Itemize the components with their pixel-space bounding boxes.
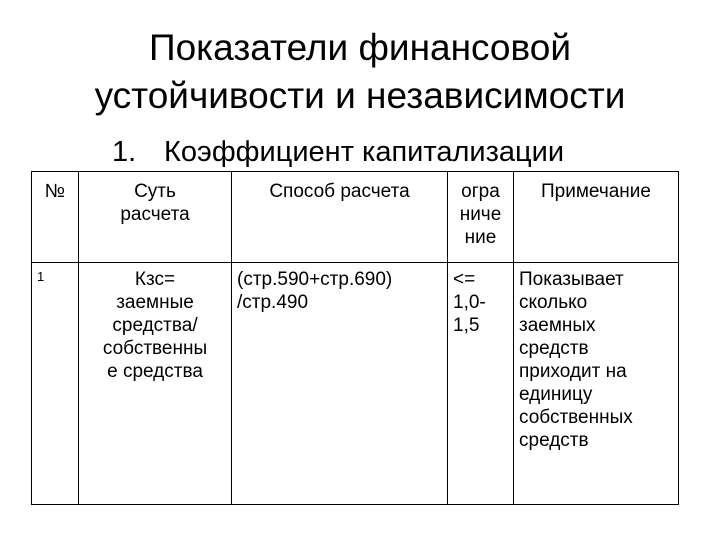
subtitle-number: 1. <box>112 136 137 168</box>
cell-method: (стр.590+стр.690) /стр.490 <box>232 263 448 505</box>
slide-title <box>0 24 720 120</box>
subtitle-text: Коэффициент капитализации <box>164 136 565 168</box>
table-header-row <box>32 172 679 263</box>
slide-title-line-2: устойчивости и независимости <box>94 75 626 116</box>
header-method: Способ расчета <box>232 172 448 263</box>
cell-note: Показывает сколько заемных средств приходит на единицу собственных средств <box>514 263 679 505</box>
header-essence: Суть расчета <box>79 172 232 263</box>
table-row <box>32 263 679 505</box>
cell-limit: <= 1,0- 1,5 <box>448 263 514 505</box>
cell-essence: Кзс= заемные средства/ собственны е средства <box>79 263 232 505</box>
header-limit: огра ниче ние <box>448 172 514 263</box>
slide-title-line-1: Показатели финансовой <box>148 27 571 68</box>
header-number: № <box>32 172 79 263</box>
capitalization-table <box>31 171 679 505</box>
slide-subtitle <box>112 134 564 170</box>
cell-number: 1 <box>32 263 79 505</box>
header-note: Примечание <box>514 172 679 263</box>
